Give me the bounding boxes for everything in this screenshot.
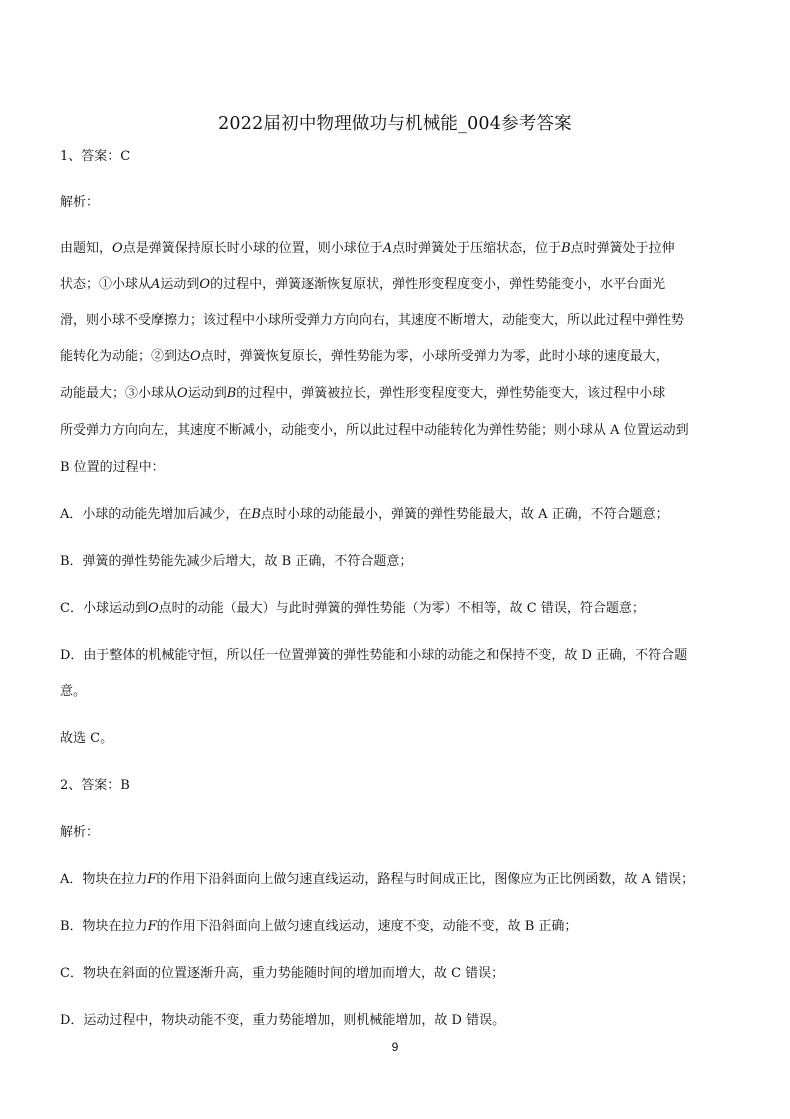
q1-answer: 1、答案：C	[60, 149, 131, 164]
q2-option-d: D．运动过程中，物块动能不变，重力势能增加，则机械能增加，故 D 错误。	[60, 1013, 506, 1028]
q1-option-d-line-2: 意。	[60, 684, 87, 699]
q1-option-c: C．小球运动到O点时的动能（最大）与此时弹簧的弹性势能（为零）不相等，故 C 错误，符合题意；	[60, 601, 645, 616]
q1-analysis-line-3: 滑，则小球不受摩擦力；该过程中小球所受弹力方向向右，其速度不断增大，动能变大，所以此过程中弹性势	[60, 313, 685, 328]
q2-analysis-label: 解析：	[60, 825, 100, 840]
q1-option-d-line-1: D．由于整体的机械能守恒，所以任一位置弹簧的弹性势能和小球的动能之和保持不变，故 D 正确，不符合题	[60, 648, 688, 663]
q1-analysis-line-1: 由题知，O点是弹簧保持原长时小球的位置，则小球位于A点时弹簧处于压缩状态，位于B点时弹簧处于拉伸	[60, 241, 675, 256]
q1-analysis-line-5: 动能最大；③小球从O运动到B的过程中，弹簧被拉长，弹性形变程度变大，弹性势能变大，该过程中小球	[60, 386, 666, 401]
q1-analysis-label: 解析：	[60, 195, 100, 210]
q2-answer: 2、答案：B	[60, 778, 130, 793]
q1-analysis-line-6: 所受弹力方向向左，其速度不断减小，动能变小，所以此过程中动能转化为弹性势能；则小球从 A 位置运动到	[60, 423, 689, 438]
page-title: 2022届初中物理做功与机械能_004参考答案	[218, 114, 572, 134]
q1-analysis-line-7: B 位置的过程中：	[60, 460, 165, 475]
q2-option-c: C．物块在斜面的位置逐渐升高，重力势能随时间的增加而增大，故 C 错误；	[60, 966, 505, 981]
q1-option-b: B．弹簧的弹性势能先减少后增大，故 B 正确，不符合题意；	[60, 554, 413, 569]
q1-conclusion: 故选 C。	[60, 731, 114, 746]
q1-analysis-line-4: 能转化为动能；②到达O点时，弹簧恢复原长，弹性势能为零，小球所受弹力为零，此时小球的速度最大，	[60, 349, 669, 364]
q1-option-a: A．小球的动能先增加后减少，在B点时小球的动能最小，弹簧的弹性势能最大，故 A 正确，不符合题意；	[60, 507, 669, 522]
q1-analysis-line-2: 状态；①小球从A运动到O的过程中，弹簧逐渐恢复原状，弹性形变程度变小，弹性势能变小，水平台面光	[60, 277, 666, 292]
q2-option-b: B．物块在拉力F的作用下沿斜面向上做匀速直线运动，速度不变，动能不变，故 B 正确；	[60, 919, 578, 934]
q2-option-a: A．物块在拉力F的作用下沿斜面向上做匀速直线运动，路程与时间成正比，图像应为正比例函数，故 A 错误；	[60, 872, 695, 887]
page-number: 9	[391, 1040, 399, 1054]
